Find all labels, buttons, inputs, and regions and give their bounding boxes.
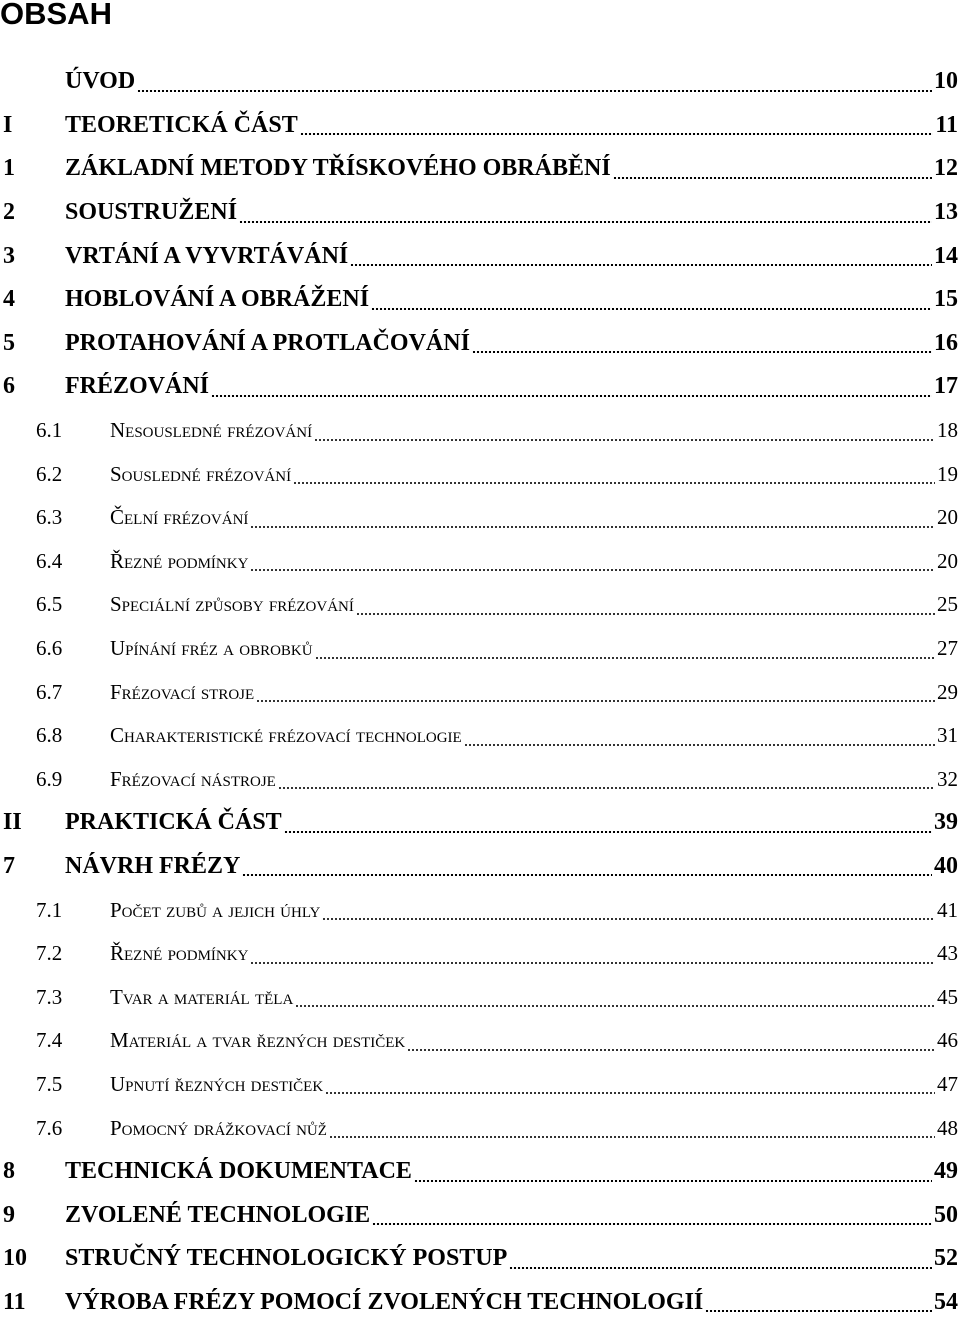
toc-entry-page-number: 46 <box>937 1028 958 1053</box>
toc-entry[interactable] <box>0 1281 958 1324</box>
toc-entry-title: PROTAHOVÁNÍ A PROTLAČOVÁNÍ <box>65 329 470 356</box>
toc-entry-page-number: 43 <box>937 941 958 966</box>
toc-entry-title: SOUSTRUŽENÍ <box>65 199 238 226</box>
toc-entry[interactable] <box>0 1150 958 1194</box>
dot-leader <box>372 1223 932 1225</box>
toc-entry-title: Upnutí řezných destiček <box>110 1071 324 1096</box>
toc-entry-page-number: 19 <box>937 461 958 486</box>
toc-entry[interactable] <box>0 627 958 671</box>
dot-leader <box>239 221 932 223</box>
toc-entry-page-number: 48 <box>937 1115 958 1140</box>
toc-entry-page-number: 40 <box>934 852 958 879</box>
toc-entry-number: 7.6 <box>36 1115 63 1140</box>
toc-entry-number: 9 <box>3 1201 15 1228</box>
dot-leader <box>407 1049 935 1051</box>
page-title: OBSAH <box>0 0 112 31</box>
toc-entry-number: 5 <box>3 329 15 356</box>
toc-entry-page-number: 18 <box>937 418 958 443</box>
toc-entry-page-number: 27 <box>937 636 958 661</box>
toc-entry-title: Tvar a materiál těla <box>110 984 294 1009</box>
toc-entry[interactable] <box>0 191 958 235</box>
dot-leader <box>300 133 934 135</box>
toc-entry-number: 11 <box>3 1288 26 1315</box>
toc-entry-number: 7.4 <box>36 1028 63 1053</box>
toc-entry-title: Nesousledné frézování <box>110 418 313 443</box>
dot-leader <box>322 918 935 920</box>
toc-entry-number: 6.2 <box>36 461 63 486</box>
toc-entry[interactable] <box>0 1106 958 1150</box>
dot-leader <box>250 569 935 571</box>
toc-entry[interactable] <box>0 583 958 627</box>
toc-entry[interactable] <box>0 801 958 845</box>
toc-entry-page-number: 45 <box>937 984 958 1009</box>
toc-entry-title: Počet zubů a jejich úhly <box>110 897 321 922</box>
toc-entry-page-number: 52 <box>934 1245 958 1272</box>
toc-entry-title: ZVOLENÉ TECHNOLOGIE <box>65 1201 371 1228</box>
toc-entry-title: TECHNICKÁ DOKUMENTACE <box>65 1158 412 1185</box>
toc-entry[interactable] <box>0 1237 958 1281</box>
dot-leader <box>314 439 935 441</box>
toc-entry[interactable] <box>0 365 958 409</box>
dot-leader <box>295 1005 935 1007</box>
dot-leader <box>329 1136 935 1138</box>
toc-entry-number: 6.4 <box>36 548 63 573</box>
dot-leader <box>250 962 935 964</box>
toc-entry-title: Frézovací nástroje <box>110 766 276 791</box>
toc-entry-title: HOBLOVÁNÍ A OBRÁŽENÍ <box>65 286 370 313</box>
dot-leader <box>356 613 935 615</box>
toc-entry-number: 6.6 <box>36 636 63 661</box>
toc-entry-number: 7.2 <box>36 941 63 966</box>
toc-entry[interactable] <box>0 147 958 191</box>
toc-entry-title: Charakteristické frézovací technologie <box>110 723 462 748</box>
toc-entry-page-number: 15 <box>934 286 958 313</box>
toc-entry-number: 7.5 <box>36 1071 63 1096</box>
toc-entry-title: Čelní frézování <box>110 505 249 530</box>
toc-entry-title: NÁVRH FRÉZY <box>65 852 241 879</box>
toc-entry[interactable] <box>0 278 958 322</box>
toc-entry-page-number: 41 <box>937 897 958 922</box>
toc-entry-number: 6.3 <box>36 505 63 530</box>
toc-entry-number: 6 <box>3 373 15 400</box>
toc-entry-title: Pomocný drážkovací nůž <box>110 1115 327 1140</box>
table-of-contents <box>0 60 958 1324</box>
toc-entry-title: Upínání fréz a obrobků <box>110 636 313 661</box>
toc-entry[interactable] <box>0 1063 958 1107</box>
toc-entry-number: 6.7 <box>36 679 63 704</box>
toc-entry-page-number: 25 <box>937 592 958 617</box>
toc-entry[interactable] <box>0 714 958 758</box>
dot-leader <box>137 90 932 92</box>
toc-entry-number: I <box>3 111 13 138</box>
toc-entry-page-number: 11 <box>935 111 958 138</box>
dot-leader <box>613 177 932 179</box>
toc-entry-number: 6.8 <box>36 723 63 748</box>
toc-entry-number: 8 <box>3 1158 15 1185</box>
toc-entry[interactable] <box>0 975 958 1019</box>
toc-entry[interactable] <box>0 409 958 453</box>
toc-entry-number: 1 <box>3 155 15 182</box>
toc-entry-page-number: 13 <box>934 199 958 226</box>
toc-entry-number: 7 <box>3 852 15 879</box>
toc-entry[interactable] <box>0 845 958 889</box>
dot-leader <box>242 874 932 876</box>
dot-leader <box>509 1267 932 1269</box>
toc-entry-page-number: 32 <box>937 766 958 791</box>
toc-entry[interactable] <box>0 540 958 584</box>
toc-entry-title: Řezné podmínky <box>110 548 249 573</box>
dot-leader <box>472 351 932 353</box>
dot-leader <box>705 1310 932 1312</box>
toc-entry-number: 4 <box>3 286 15 313</box>
dot-leader <box>315 657 935 659</box>
toc-entry[interactable] <box>0 234 958 278</box>
toc-entry-page-number: 17 <box>934 373 958 400</box>
dot-leader <box>250 526 935 528</box>
toc-entry-title: ÚVOD <box>65 68 136 95</box>
toc-entry-title: VÝROBA FRÉZY POMOCÍ ZVOLENÝCH TECHNOLOGIÍ <box>65 1288 704 1315</box>
toc-entry[interactable] <box>0 1019 958 1063</box>
toc-entry-page-number: 14 <box>934 242 958 269</box>
toc-entry-page-number: 50 <box>934 1201 958 1228</box>
toc-entry-title: Materiál a tvar řezných destiček <box>110 1028 406 1053</box>
dot-leader <box>284 831 932 833</box>
toc-entry-number: 6.9 <box>36 766 63 791</box>
toc-entry-number: 2 <box>3 199 15 226</box>
toc-entry-page-number: 10 <box>934 68 958 95</box>
dot-leader <box>325 1092 935 1094</box>
toc-entry-title: Řezné podmínky <box>110 941 249 966</box>
toc-entry-title: FRÉZOVÁNÍ <box>65 373 210 400</box>
toc-entry-page-number: 49 <box>934 1158 958 1185</box>
toc-entry-page-number: 20 <box>937 548 958 573</box>
dot-leader <box>464 744 935 746</box>
toc-entry-page-number: 31 <box>937 723 958 748</box>
toc-entry-number: 3 <box>3 242 15 269</box>
toc-entry[interactable] <box>0 932 958 976</box>
toc-entry[interactable] <box>0 60 958 104</box>
toc-entry-title: Sousledné frézování <box>110 461 292 486</box>
toc-entry-title: TEORETICKÁ ČÁST <box>65 111 298 138</box>
toc-entry-page-number: 20 <box>937 505 958 530</box>
dot-leader <box>256 700 935 702</box>
toc-entry-page-number: 12 <box>934 155 958 182</box>
dot-leader <box>211 395 932 397</box>
toc-entry-page-number: 16 <box>934 329 958 356</box>
toc-entry-page-number: 39 <box>934 809 958 836</box>
toc-entry-page-number: 47 <box>937 1071 958 1096</box>
toc-entry[interactable] <box>0 322 958 366</box>
toc-entry-page-number: 54 <box>934 1288 958 1315</box>
dot-leader <box>350 264 932 266</box>
toc-entry[interactable] <box>0 452 958 496</box>
toc-entry-page-number: 29 <box>937 679 958 704</box>
toc-entry-title: Frézovací stroje <box>110 679 255 704</box>
toc-entry[interactable] <box>0 758 958 802</box>
toc-entry-title: PRAKTICKÁ ČÁST <box>65 809 282 836</box>
toc-entry-number: 7.3 <box>36 984 63 1009</box>
toc-entry-number: 6.1 <box>36 418 63 443</box>
toc-entry-title: Speciální způsoby frézování <box>110 592 354 617</box>
dot-leader <box>414 1180 932 1182</box>
dot-leader <box>293 482 935 484</box>
toc-entry[interactable] <box>0 496 958 540</box>
toc-entry-number: 6.5 <box>36 592 63 617</box>
toc-entry-title: ZÁKLADNÍ METODY TŘÍSKOVÉHO OBRÁBĚNÍ <box>65 155 611 182</box>
dot-leader <box>278 787 935 789</box>
toc-entry[interactable] <box>0 104 958 148</box>
toc-entry-title: VRTÁNÍ A VYVRTÁVÁNÍ <box>65 242 349 269</box>
toc-entry[interactable] <box>0 670 958 714</box>
toc-entry[interactable] <box>0 1193 958 1237</box>
toc-entry-number: 10 <box>3 1245 27 1272</box>
toc-entry-title: STRUČNÝ TECHNOLOGICKÝ POSTUP <box>65 1245 508 1272</box>
toc-entry-number: II <box>3 809 22 836</box>
toc-entry[interactable] <box>0 888 958 932</box>
dot-leader <box>371 308 932 310</box>
toc-entry-number: 7.1 <box>36 897 63 922</box>
